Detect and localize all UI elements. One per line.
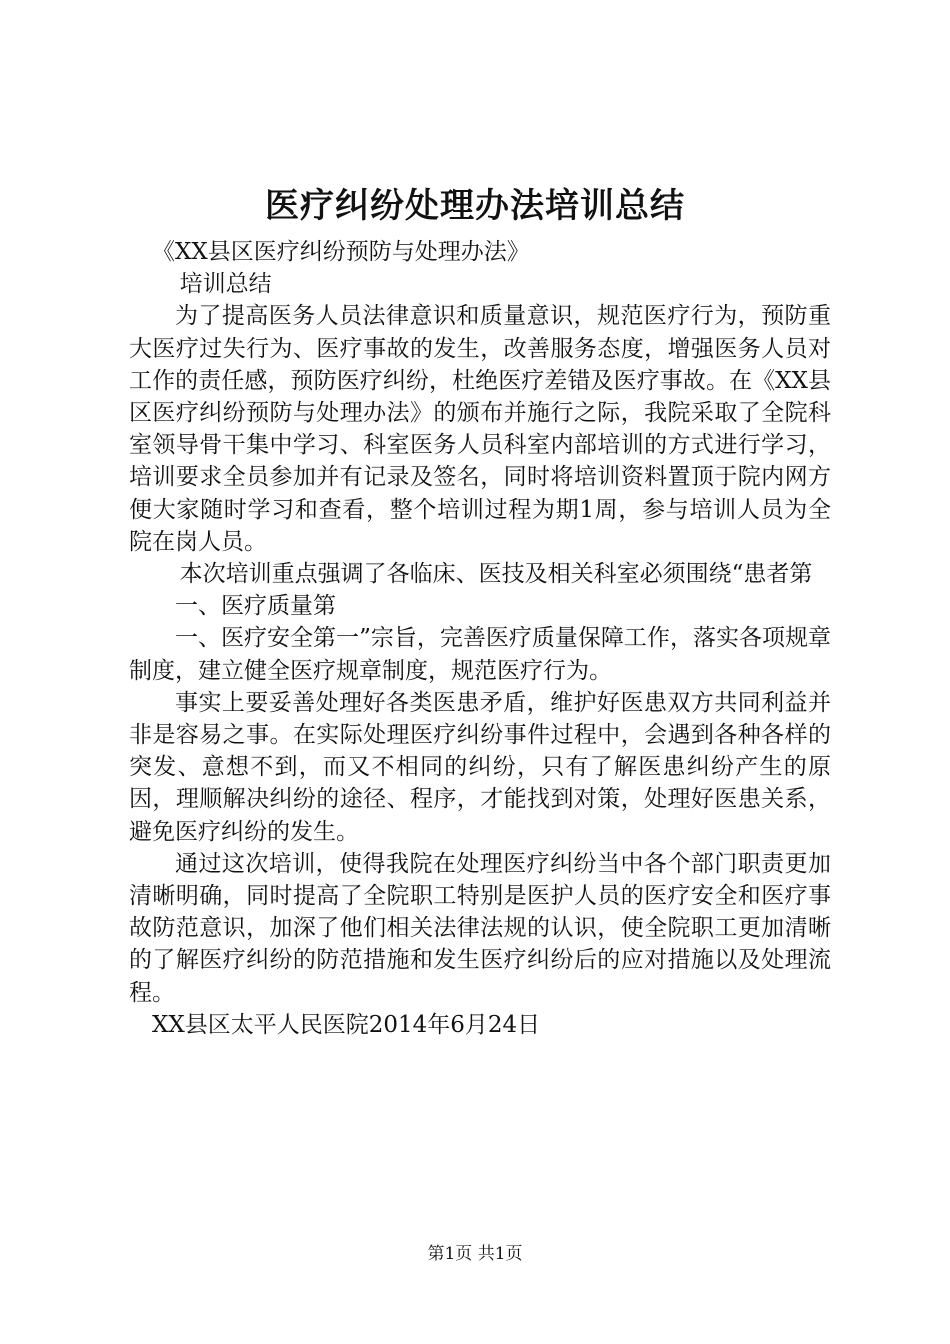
document-body [129,236,831,1041]
body-paragraph: 一、医疗质量第 [175,593,336,620]
body-paragraph: 一、医疗安全第一”宗旨，完善医疗质量保障工作，落实各项规章制度，建立健全医疗规章制度，规范医疗行为。 [129,625,831,684]
body-paragraph: 为了提高医务人员法律意识和质量意识，规范医疗行为，预防重大医疗过失行为、医疗事故的发生，改善服务态度，增强医务人员对工作的责任感，预防医疗纠纷，杜绝医疗差错及医疗事故。在《XX县区医疗纠纷预防与处理办法》的颁布并施行之际，我院采取了全院科室领导骨干集中学习、科室医务人员科室内部培训的方式进行学习，培训要求全员参加并有记录及签名，同时将培训资料置顶于院内网方便大家随时学习和查看，整个培训过程为期1周，参与培训人员为全院在岗人员。 [129,303,831,555]
signature-date-paragraph: XX县区太平人民医院2014年6月24日 [152,1011,541,1038]
law-name-paragraph: 《XX县区医疗纠纷预防与处理办法》 [152,239,530,265]
document-title: 医疗纠纷处理办法培训总结 [265,186,685,226]
page-number-footer: 第1页 共1页 [427,1244,523,1264]
body-paragraph: 通过这次培训，使得我院在处理医疗纠纷当中各个部门职责更加清晰明确，同时提高了全院职工特别是医护人员的医疗安全和医疗事故防范意识，加深了他们相关法律法规的认识，使全院职工更加清晰的了解医疗纠纷的防范措施和发生医疗纠纷后的应对措施以及处理流程。 [129,850,831,1006]
body-paragraph: 本次培训重点强调了各临床、医技及相关科室必须围绕“患者第 [179,561,813,588]
body-paragraph: 事实上要妥善处理好各类医患矛盾，维护好医患双方共同利益并非是容易之事。在实际处理医疗纠纷事件过程中，会遇到各种各样的突发、意想不到，而又不相同的纠纷，只有了解医患纠纷产生的原因，理顺解决纠纷的途径、程序，才能找到对策，处理好医患关系，避免医疗纠纷的发生。 [129,689,831,845]
subtitle-paragraph: 培训总结 [179,271,272,298]
